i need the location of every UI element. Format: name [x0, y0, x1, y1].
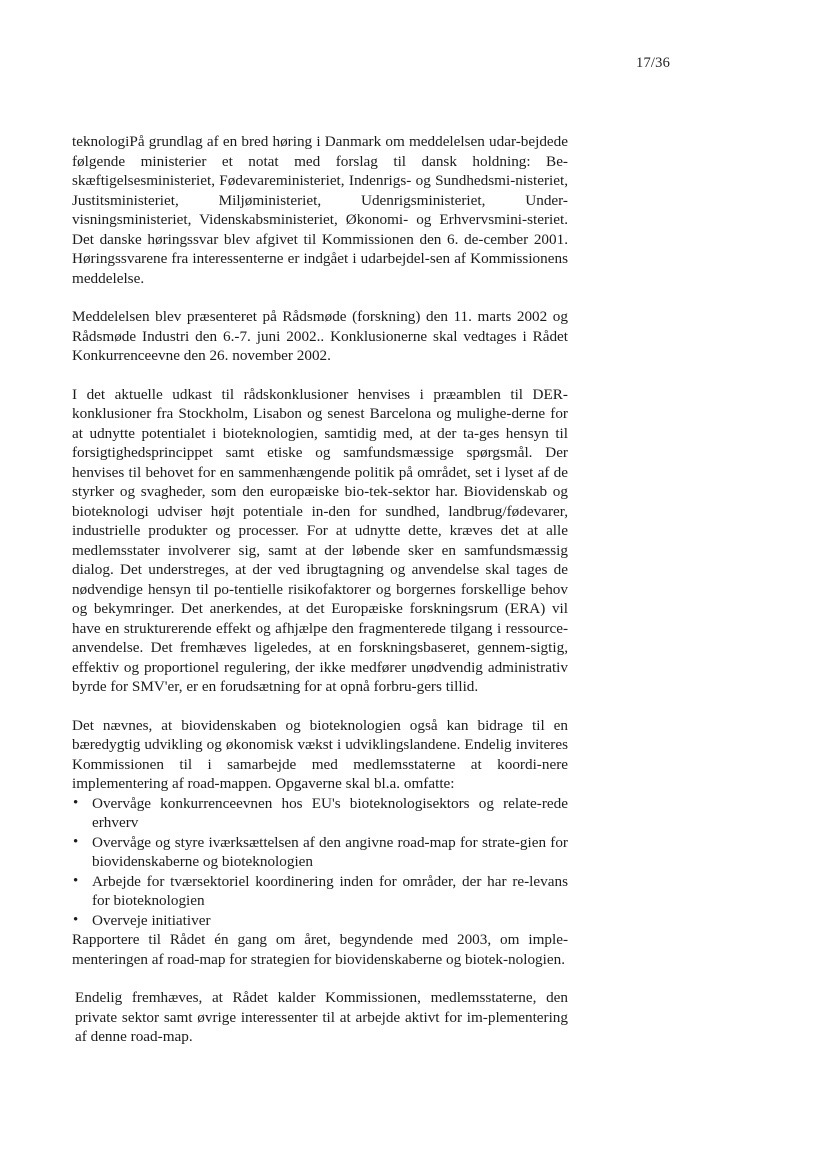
paragraph-draft-conclusions: I det aktuelle udkast til rådskonklusioner henvises i præamblen til DER-konklusioner fra Stockholm, Lisabon og senest Barcelona og mulighe-derne for at udnytte potentialet i bioteknologien, samtidig med, at der ta-ges hensyn til forsigtighedsprincippet samt etiske og samfundsmæssige spørgsmål. Der henvises til behovet for en sammenhængende politik på området, set i lyset af de styrker og svagheder, som den europæiske bio-tek-sektor har. Biovidenskab og bioteknologi udviser højt potentiale in-den for sundhed, landbrug/fødevarer, industrielle produkter og processer. For at udnytte dette, kræves det at alle medlemsstater involverer sig, samt at der løbende sker en samfundsmæssig dialog. Det understreges, at der ved ibrugtagning og anvendelse skal tages de nødvendige hensyn til po-tentielle risikofaktorer og borgernes forskellige behov og bekymringer. Det anerkendes, at det Europæiske forskningsrum (ERA) vil have en strukturerende effekt og afhjælpe den fragmenterede tilgang i ressource-anvendelse. Det fremhæves ligeledes, at en forskningsbaseret, gennem-sigtig, effektiv og proportionel regulering, der ikke medfører unødvendig administrativ byrde for SMV'er, er en forudsætning for at opnå forbru-gers tillid.	[72, 385, 568, 695]
list-item-text: Overveje initiativer	[92, 911, 211, 929]
paragraph-consultation: teknologiPå grundlag af en bred høring i Danmark om meddelelsen udar-bejdede følgende ministerier et notat med forslag til dansk holdning: Be-skæftigelsesministeriet, Fødevareministeriet, Indenrigs- og Sundhedsmi-nisteriet, Justitsministeriet, Miljøministeriet, Udenrigsministeriet, Under-visningsministeriet, Videnskabsministeriet, Økonomi- og Erhvervsmini-steriet. Det danske høringssvar blev afgivet til Kommissionen den 6. de-cember 2001. Høringssvarene fra interessenterne er indgået i udarbejdel-sen af Kommissionens meddelelse.	[72, 133, 568, 287]
list-item	[72, 872, 568, 911]
document-body	[72, 132, 568, 1047]
list-item	[72, 833, 568, 872]
page-number: 17/36	[636, 55, 671, 71]
list-item-text: Overvåge konkurrenceevnen hos EU's bioteknologisektors og relate-rede erhverv	[92, 794, 568, 831]
bullet-icon: •	[73, 794, 79, 811]
paragraph-council-meetings: Meddelelsen blev præsenteret på Rådsmøde (forskning) den 11. marts 2002 og Rådsmøde Industri den 6.-7. juni 2002.. Konklusionerne skal vedtages i Rådet Konkurrenceevne den 26. november 2002.	[72, 308, 568, 364]
bullet-icon: •	[73, 833, 79, 850]
list-item-text: Arbejde for tværsektoriel koordinering inden for områder, der har re-levans for bioteknologien	[92, 872, 568, 909]
list-item-text: Overvåge og styre iværksættelsen af den angivne road-map for strate-gien for biovidenskaberne og bioteknologien	[92, 833, 568, 870]
paragraph-closing: Endelig fremhæves, at Rådet kalder Kommissionen, medlemsstaterne, den private sektor samt øvrige interessenter til at arbejde aktivt for im-plementering af denne road-map.	[75, 989, 568, 1045]
bullet-icon: •	[73, 872, 79, 889]
list-item	[72, 794, 568, 833]
list-item	[72, 911, 568, 931]
bullet-icon: •	[73, 911, 79, 928]
paragraph-developing-countries: Det nævnes, at biovidenskaben og bioteknologien også kan bidrage til en bæredygtig udvikling og økonomisk vækst i udviklingslandene. Endelig inviteres Kommissionen til i samarbejde med medlemsstaterne at koordi-nere implementering af road-mappen. Opgaverne skal bl.a. omfatte:	[72, 716, 568, 792]
task-list	[72, 794, 568, 931]
paragraph-annual-report: Rapportere til Rådet én gang om året, begyndende med 2003, om imple-menteringen af road-map for strategien for biovidenskaberne og biotek-nologien.	[72, 931, 568, 968]
